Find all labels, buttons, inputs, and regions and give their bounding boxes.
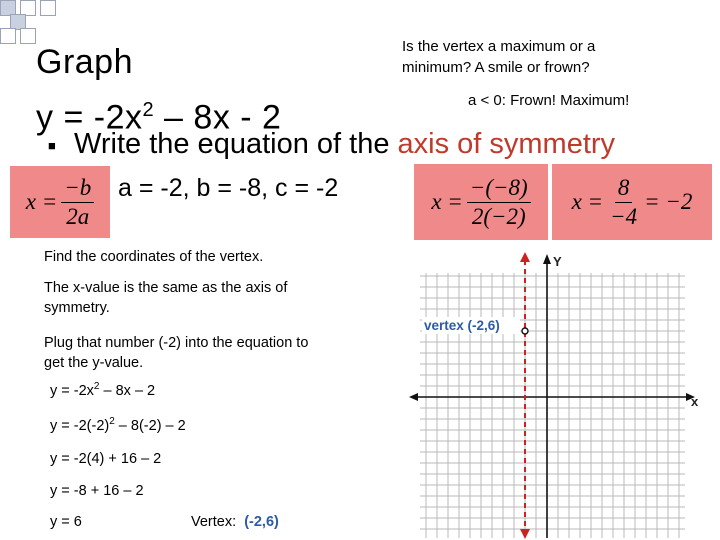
y-axis-arrow-top [543,254,551,264]
xvalue-line1: The x-value is the same as the axis of [44,280,288,296]
vertex-question [402,36,595,78]
vertex-result-value: (-2,6) [244,514,279,530]
equation-step-1 [50,381,155,399]
decor-square [20,28,36,44]
equation-step-3: y = -2(4) + 16 – 2 [50,451,162,467]
title-line1: Graph [36,43,133,81]
grid [420,273,685,538]
formula2-numerator: −(−8) [467,174,531,203]
decor-square [40,0,56,16]
title-eq-suffix: – 8x - 2 [154,98,282,137]
eq1-suffix: – 8x – 2 [99,382,156,399]
question-line1: Is the vertex a maximum or a [402,38,596,55]
symmetry-arrow-top [520,252,530,262]
eq2-prefix: y = -2(-2) [50,417,110,434]
question-line2: minimum? A smile or frown? [402,59,590,76]
equation-step-4: y = -8 + 16 – 2 [50,483,144,499]
title-eq-prefix: y = -2x [36,98,143,137]
find-vertex-text: Find the coordinates of the vertex. [44,249,264,265]
formula1-numerator: −b [61,174,94,203]
x-axis-arrow-left [409,393,418,401]
xvalue-line2: symmetry. [44,300,110,316]
plug-line1: Plug that number (-2) into the equation to [44,335,309,351]
bullet-icon: ■ [48,138,56,153]
xvalue-text [44,278,287,318]
eq2-suffix: – 8(-2) – 2 [114,417,186,434]
formula1-lhs: x = [25,189,58,214]
formula2-lhs: x = [431,189,463,214]
formula2-denominator: 2(−2) [471,203,526,229]
formula3-denominator: −4 [610,203,638,229]
vertex-result [191,514,279,530]
substituted-formula [414,164,548,240]
instruction-text [74,128,615,161]
result-formula [552,164,712,240]
formula3-fraction [607,174,640,231]
eq2-exponent: 2 [109,416,115,427]
vertex-point-label: vertex (-2,6) [424,318,500,333]
vertex-result-label: Vertex: [191,514,237,530]
title-eq-exponent: 2 [142,99,155,121]
formula1-denominator: 2a [66,203,90,229]
slide-title [36,38,281,141]
coefficients: a = -2, b = -8, c = -2 [118,174,339,202]
y-axis-label: Y [553,254,562,269]
vertex-answer: a < 0: Frown! Maximum! [468,92,630,109]
x-axis-label: x [691,394,699,409]
axis-formula [10,166,110,238]
formula2-fraction [467,174,531,231]
formula3-rhs: = −2 [644,189,693,214]
instruction-prefix: Write the equation of the [74,128,398,160]
eq1-prefix: y = -2x [50,382,94,399]
equation-step-2 [50,416,186,434]
formula3-lhs: x = [571,189,604,214]
decor-square [0,28,16,44]
instruction-highlight: axis of symmetry [397,128,616,160]
plug-text [44,333,308,373]
formula1-fraction [61,174,94,231]
equation-step-5: y = 6 [50,514,82,530]
eq1-exponent: 2 [93,381,100,392]
formula3-numerator: 8 [615,174,633,203]
symmetry-arrow-bottom [520,529,530,539]
plug-line2: get the y-value. [44,355,144,371]
coordinate-graph [405,248,705,540]
vertex-point [522,328,528,334]
